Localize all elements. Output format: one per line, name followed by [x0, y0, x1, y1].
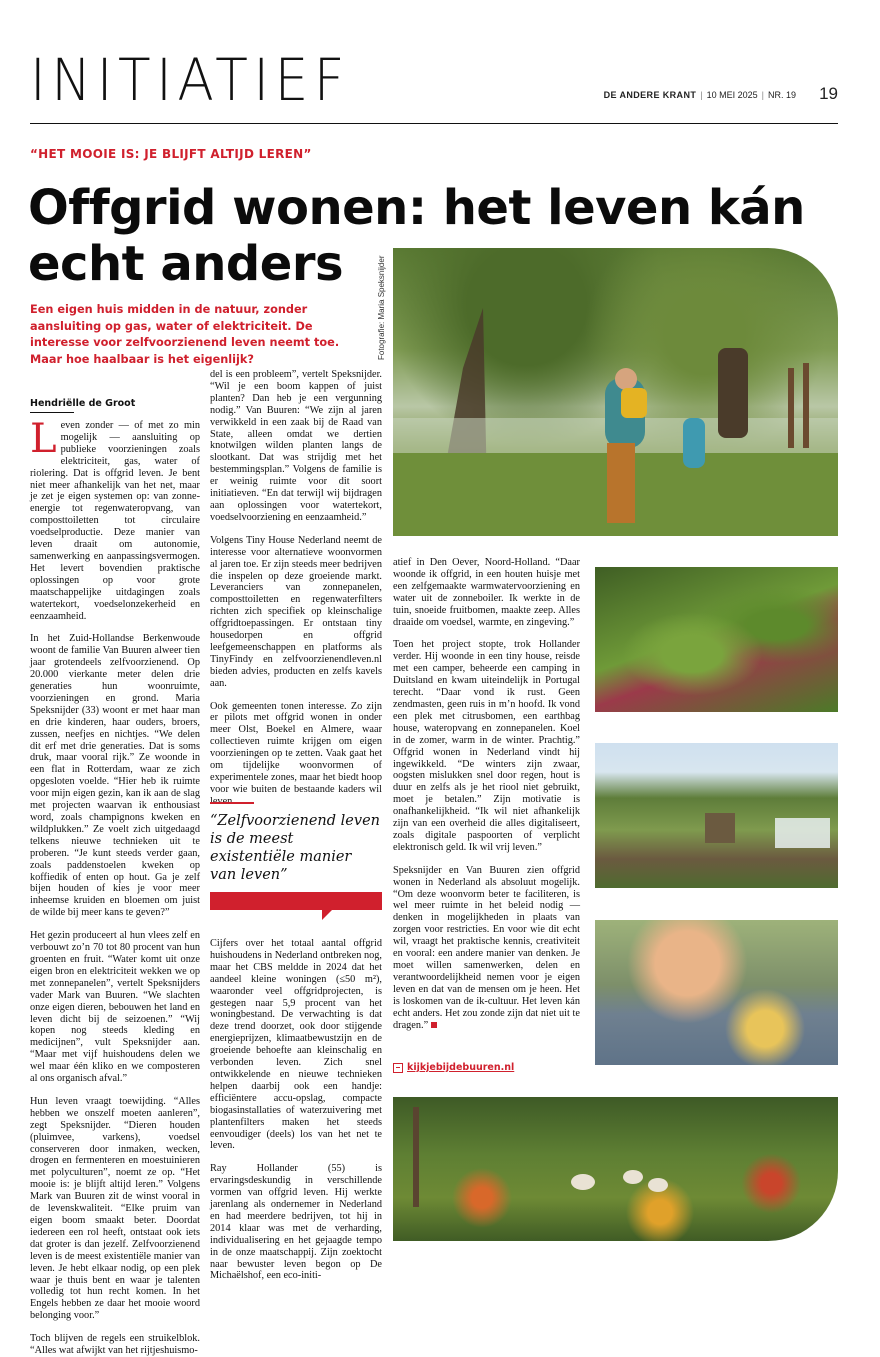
website-link[interactable]	[393, 1062, 514, 1073]
byline: Hendriëlle de Groot	[30, 398, 136, 409]
pull-quote-rule	[210, 802, 254, 804]
article-column-2-lower	[210, 938, 382, 1282]
masthead-meta	[604, 90, 796, 100]
paper-name: DE ANDERE KRANT	[603, 90, 697, 100]
body-paragraph: Ray Hollander (55) is ervaringsdeskundig in verschillende vormen van offgrid leven. Hij werkte jarenlang als ondernemer in Nederland en had meerdere bedrijven, tot hij in 2014 klaar was met de verharding, individualisering en het gejaagde tempo in de onze maatschappij. Zijn zoektocht naar bewuster leven begon op De Michaëlshof, een eco-initi-	[210, 1163, 382, 1282]
header-rule	[30, 123, 838, 124]
body-paragraph: In het Zuid-Hollandse Berkenwoude woont de familie Van Buuren alweer tien jaar grotendeels zelfvoorzienend. Op 20.000 vierkante meter delen drie generaties hun woonruimte, voorzieningen en grond. Maria Speksnijder (33) woont er met haar man en drie kinderen, haar ouders, broers, zussen, neefjes en nichtjes. “We delen dit erf met drie generaties. Dat is soms druk, maar vooral rijk.” Ze woonde in een flat in Rotterdam, waar ze zich opgesloten voelde. “Hier heb ik ruimte voor mijn eigen gezin, kan ik aan de slag met projecten waarvan ik enthousiast word, zoals champignons kweken en wildplukken.” Ze voelt zich uitgedaagd telkens nieuwe technieken uit te proberen. “Je kunt steeds verder gaan, zoals paddenstoelen kweken op koffiedik of enten op hout. Ga je zelf bijen houden of kies je voor meer inheemse kruiden en bloemen om juist de wilde bij meer kans te geven?”	[30, 633, 200, 919]
end-mark-icon	[431, 1022, 437, 1028]
flower-garden-photo	[393, 1097, 838, 1241]
body-paragraph: Volgens Tiny House Nederland neemt de interesse voor alternatieve woonvormen al jaren toe. Er zijn steeds meer bedrijven die inspelen op deze groeiende markt. Leveranciers van zonnepanelen, composttoiletten en regenwaterfilters richten zich specifiek op kleinschalige offgridtoepassingen. Er ontstaan tiny housedorpen en offgrid leefgemeenschappen en platforms als TinyFindy en zelfvoorzienendleven.nl bieden advies, producten en zelfs kavels aan.	[210, 534, 382, 689]
page-number: 19	[819, 84, 838, 103]
issue-date: 10 MEI 2025	[706, 90, 758, 100]
article-column-2	[210, 369, 382, 808]
photo-credit: Fotografie: Maria Speksnijder	[377, 255, 386, 360]
garden-illustration	[595, 743, 838, 888]
body-paragraph: Hun leven vraagt toewijding. “Alles hebben we onszelf moeten aanleren”, zegt Speksnijder. “Dieren houden (pluimvee, varkens), voedsel conserveren door inmaken, wecken, drogen en fermenteren en moestuinieren met polyculturen”, noemt ze op. “Het mooie is: je blijft altijd leren.” Volgens Mark van Buuren zit de winst vooral in de levenskwaliteit. “Elke pruim van eigen boom smaakt beter. Doordat iedereen een rol heeft, ontstaat ook iets dat groter is dan jezelf. Zelfvoorzienend leven is de meest existentiële manier van leven. Je hebt elkaar nodig, op een plek waar je thuis bent en waar je talenten volledig tot hun recht komen. In het Engels hebben ze daar het mooie woord belonging voor.”	[30, 1095, 200, 1322]
body-paragraph: Toch blijven de regels een struikelblok. “Alles wat afwijkt van het rijtjeshuismo-	[30, 1333, 200, 1357]
orchard-photo	[393, 248, 838, 536]
body-paragraph: Ook gemeenten tonen interesse. Zo zijn er pilots met offgrid wonen in onder meer Olst, Boekel en Almere, waar collectieven ruimte krijgen om eigen voorzieningen op te zetten. Vaak gaat het om tijdelijke woonvormen of experimentele zones, maar het biedt hoop voor wie buiten de bestaande kaders wil	[210, 700, 382, 795]
link-arrow-icon	[393, 1063, 403, 1073]
byline-rule	[30, 412, 74, 413]
website-link-label[interactable]: kijkjebijdebuuren.nl	[407, 1062, 515, 1073]
issue-number: NR. 19	[767, 90, 796, 100]
pull-quote-text: “Zelfvoorzienend leven is de meest existentiële manier van leven”	[210, 813, 380, 883]
body-paragraph: del is een probleem”, vertelt Speksnijder. “Wil je een boom kappen of juist planten? Dan heb je een vergunning nodig.” Van Buuren: “We zijn al jaren verwikkeld in een zaak bij de Raad van State, alleen omdat we dertien knotwilgen wilden planten langs de slootkant. Dat was strijdig met het bestemmingsplan.” Volgens de familie is er weinig ruimte voor dit soort initiatieven. “En dat terwijl wij bijdragen aan oplossingen voor watertekort, voedselvoorziening en eenzaamheid.”	[210, 369, 382, 523]
article-column-1	[30, 416, 200, 1357]
body-paragraph: Speksnijder en Van Buuren zien offgrid wonen in Nederland als absoluut mogelijk. “Om deze woonvorm beter te faciliteren, is wel meer ruimte in het beleid nodig — denken in mogelijkheden in plaats van zorgen voor restricties. En voor wie dit echt wil, vraagt het praktische kennis, creativiteit en vooral: een andere manier van denken. Je moet willen samenwerken, delen en verantwoordelijkheid nemen voor je eigen leven en dat van de mensen om je heen. Het is loskomen van de ik-cultuur. Het leven kán echt anders. Het zou zonde zijn dat niet uit te dragen.”	[393, 864, 580, 1031]
body-paragraph: Toen het project stopte, trok Hollander verder. Hij woonde in een tiny house, reisde met een camper, beheerde een camping in Duitsland en kwam uiteindelijk in Portugal terecht. “Daar vond ik rust. Geen zendmasten, geen ruis in m’n hoofd. Ik vond een plek met citrusbomen, een earthbag house, wateropvang en zonnepanelen. Koel in de zomer, warm in de winter. Prachtig.” Offgrid wonen in Nederland vindt hij ingewikkeld. “De winters zijn zwaar, oogsten mislukken snel door regen, hout is duur en zelfs als je het riool niet gebruikt, moet je betalen.” Zijn motivatie is onafhankelijkheid. “Ik wil niet afhankelijk zijn van een overheid die alles digitaliseert, zoals digitale paspoorten of verplicht elektronisch geld. Ik wil vrij leven.”	[393, 639, 580, 853]
pull-quote-speech-tail	[210, 892, 382, 910]
article-kicker: “HET MOOIE IS: JE BLIJFT ALTIJD LEREN”	[30, 147, 312, 161]
body-paragraph: Cijfers over het totaal aantal offgrid huishoudens in Nederland ontbreken nog, maar het CBS meldde in 2024 dat het aandeel kleine woningen (≤50 m²), waaronder veel offgridprojecten, is gestegen naar 5,9 procent van het woningbestand. De verwachting is dat deze trend doorzet, ook door stijgende energieprijzen, klimaatbewustzijn en de groeiende behoefte aan kleinschalig en verbonden leven. Zich snel ontwikkelende en nieuwe technieken helpen daarbij ook een handje: efficiëntere accu-opslag, compacte biogasinstallaties of waterzuivering met plantenfilters maken het steeds eenvoudiger (deels) los van het net te leven.	[210, 938, 382, 1152]
article-column-3	[393, 557, 580, 1031]
article-lede: Een eigen huis midden in de natuur, zonder aansluiting op gas, water of elektriciteit. De interesse voor zelfvoorzienend leven neemt toe. Maar hoe haalbaar is het eigenlijk?	[30, 303, 340, 366]
garden-photo	[595, 743, 838, 888]
body-paragraph: Het gezin produceert al hun vlees zelf en verbouwt zo’n 70 tot 80 procent van hun groenten en fruit. “Water komt uit onze eigen bron en elektriciteit wekken we op met zonnepanelen”, vertelt Speksnijders vader Mark van Buuren. “We slachten onze eigen dieren, bebouwen het land en leven dicht bij de seizoenen.” “Wij kopen nog steeds kleding en medicijnen”, vult Speksnijder aan. “Maar met vijf huishoudens delen we wel maar één kliko en we composteren al ons organisch afval.”	[30, 930, 200, 1085]
child-with-duckling-photo	[595, 920, 838, 1065]
meta-separator: |	[700, 90, 703, 100]
section-title: INITIATIEF	[30, 46, 351, 114]
body-paragraph: Leven zonder — of met zo min mogelijk — aansluiting op publieke voorzieningen zoals elektriciteit, gas, water of riolering. Dat is offgrid leven. Je bent niet meer afhankelijk van het net, maar je zet je eigen systemen op: van zonne-energie tot regenwateropvang, van composttoiletten tot circulaire voedselproductie. Deze manier van leven draait om autonomie, samenwerking en aanpassingsvermogen. Het levert bovendien praktische oplossingen op voor grote maatschappelijke uitdagingen zoals watertekort, voedselonzekerheid en eenzaamheid.	[30, 416, 200, 622]
orchard-illustration	[393, 248, 838, 536]
article-headline: Offgrid wonen: het leven kán echt anders	[28, 180, 805, 292]
chard-photo	[595, 567, 838, 712]
flower-garden-illustration	[393, 1097, 838, 1241]
body-paragraph: atief in Den Oever, Noord-Holland. “Daar woonde ik offgrid, in een houten huisje met een zelfgemaakte warmwatervoorziening en water uit de zonneboiler. Ik werkte in de tuin, snoeide fruitbomen, maakte zeep. Alles draaide om voedsel, warmte, en zingeving.”	[393, 557, 580, 628]
drop-cap: L	[30, 416, 57, 462]
meta-separator: |	[761, 90, 764, 100]
pull-quote	[210, 802, 382, 910]
